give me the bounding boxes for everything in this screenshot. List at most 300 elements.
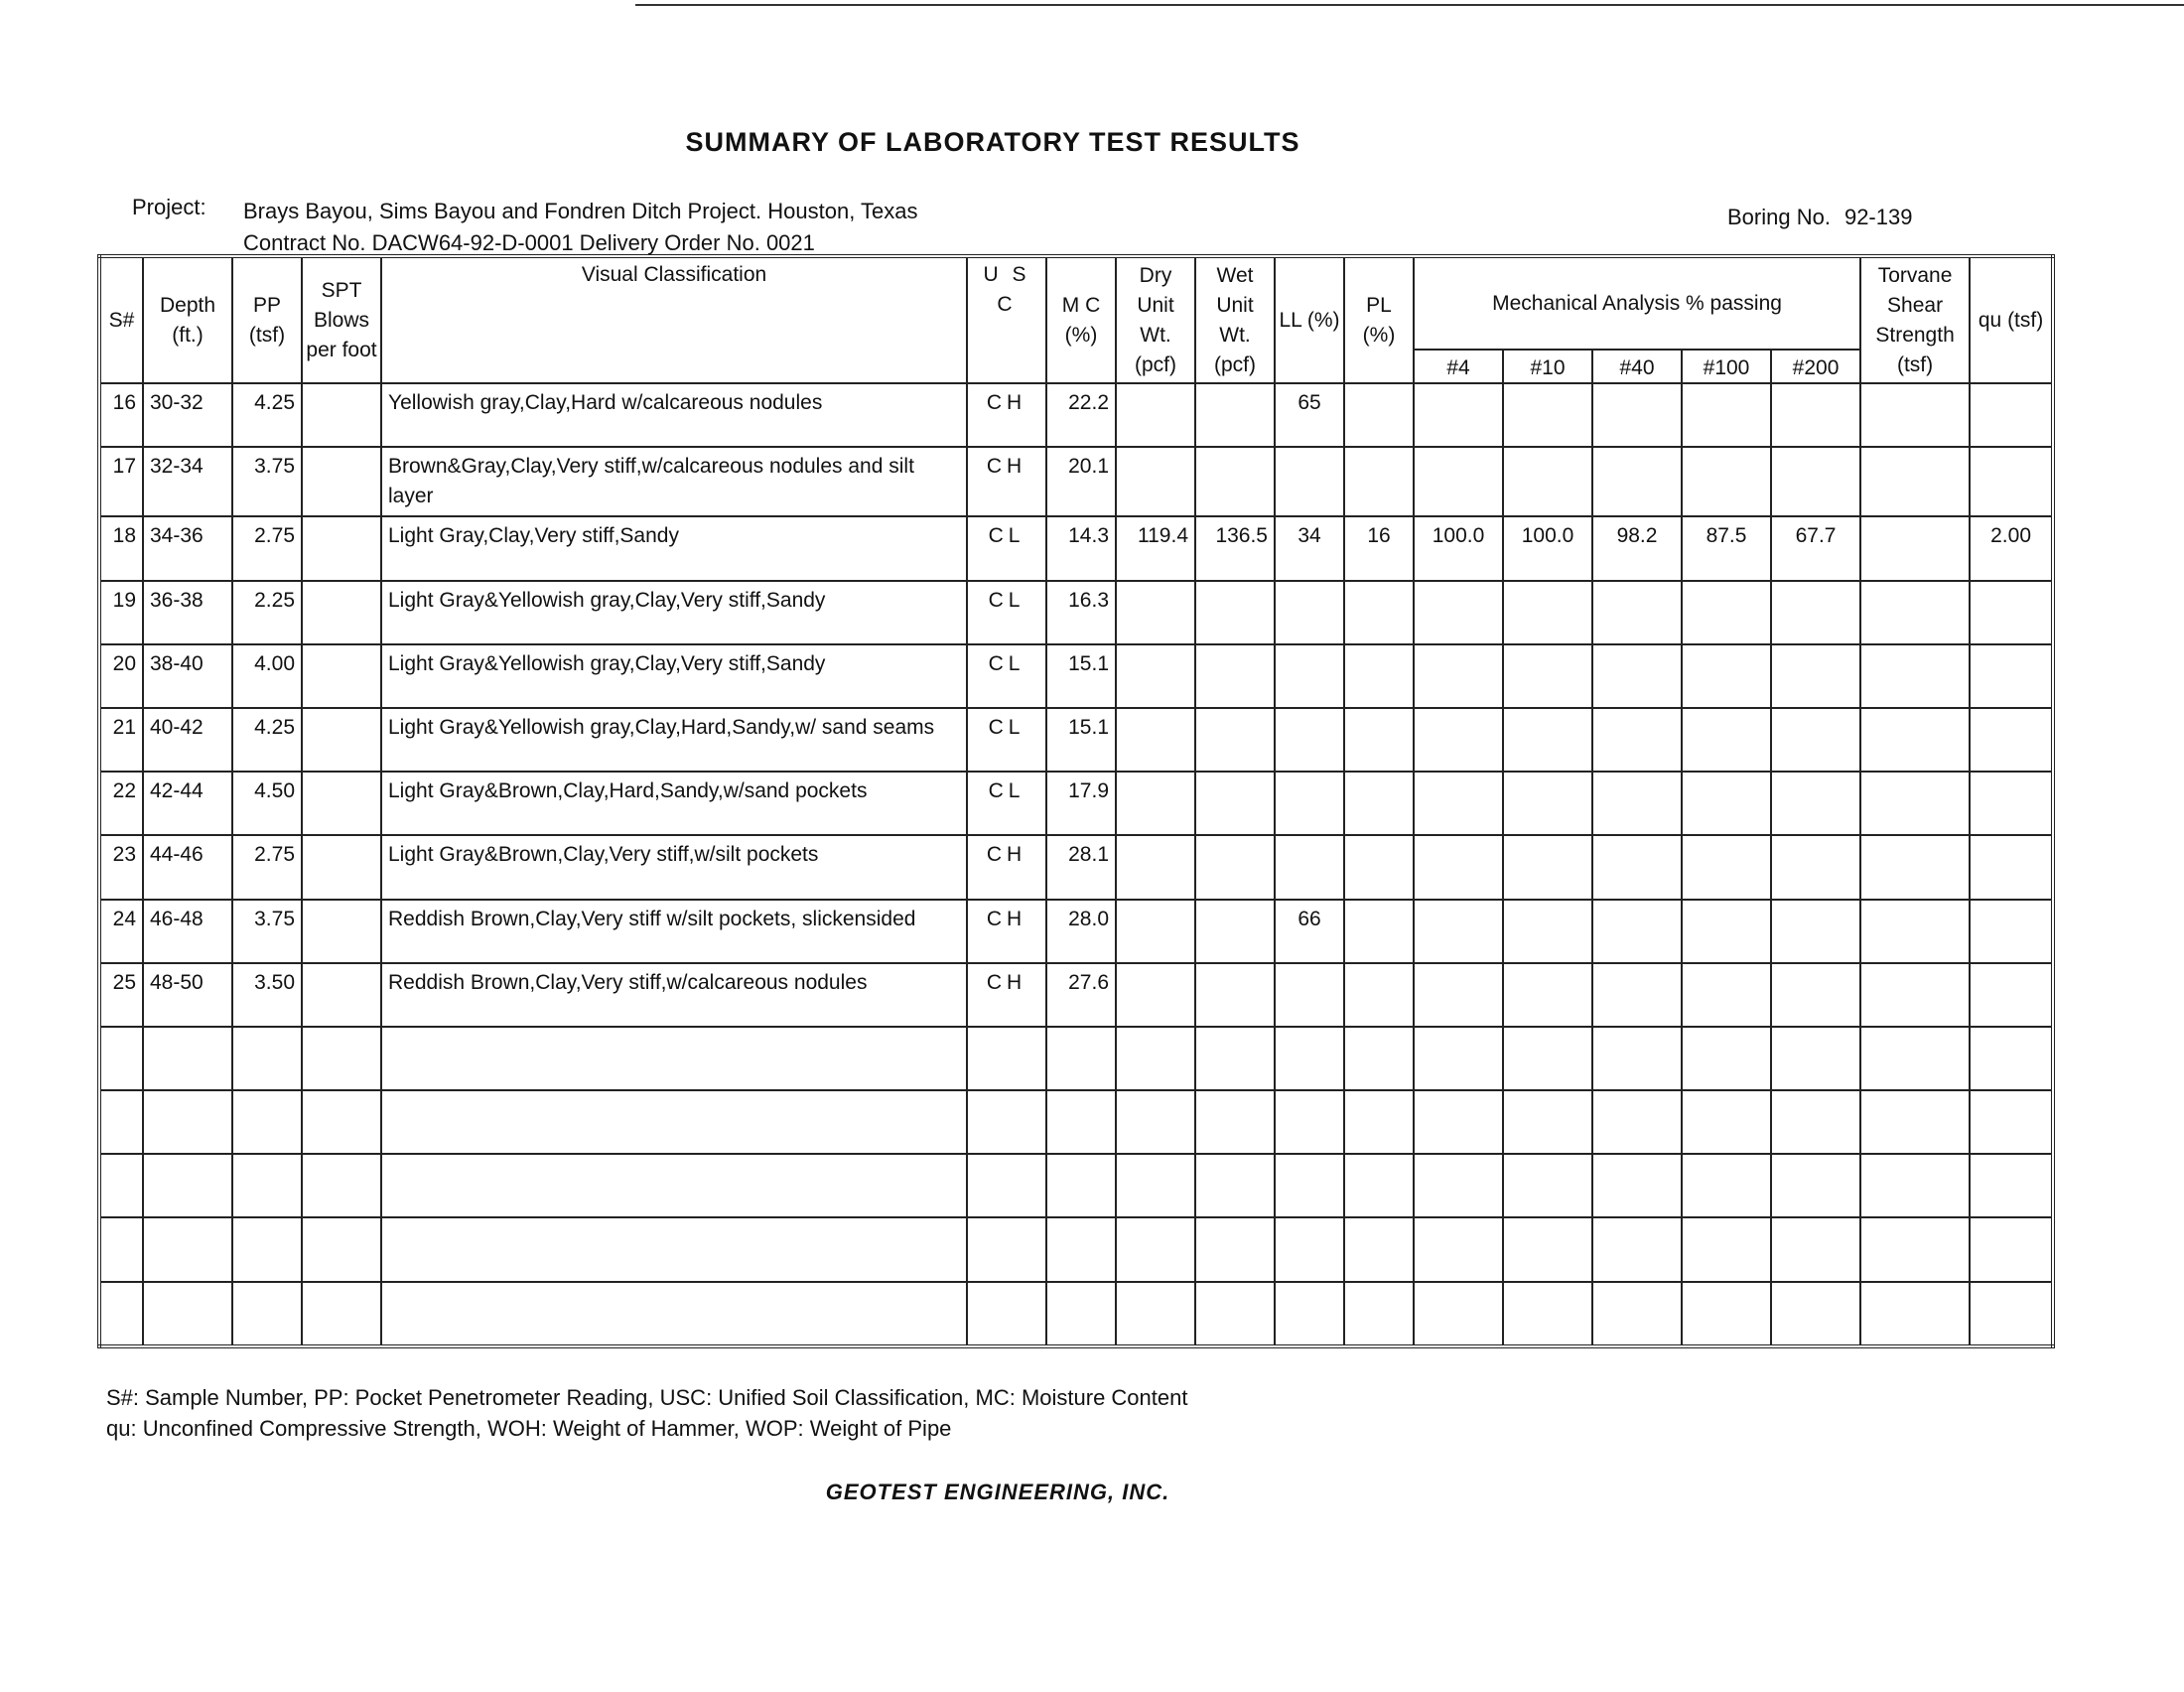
spt-cell: [302, 708, 381, 772]
sieve-200-cell: [1771, 772, 1860, 835]
sieve-200-cell: [1771, 1027, 1860, 1090]
sieve-10-cell: [1503, 1027, 1592, 1090]
pp-cell: 4.50: [232, 772, 302, 835]
table-row: [99, 1154, 2053, 1217]
sieve-4-cell: 100.0: [1414, 516, 1503, 580]
torvane-cell: [1860, 1282, 1970, 1346]
wet-unit-weight-cell: [1195, 581, 1275, 644]
qu-cell: [1970, 835, 2053, 899]
usc-cell: CL: [967, 644, 1046, 708]
spt-cell: [302, 1154, 381, 1217]
header-sieve-200: #200: [1771, 350, 1860, 383]
header-pp: PP (tsf): [232, 256, 302, 383]
liquid-limit-cell: 34: [1275, 516, 1344, 580]
torvane-cell: [1860, 383, 1970, 447]
wet-unit-weight-cell: [1195, 447, 1275, 516]
header-torvane: Torvane Shear Strength (tsf): [1860, 256, 1970, 383]
pp-cell: [232, 1027, 302, 1090]
wet-unit-weight-cell: [1195, 644, 1275, 708]
pp-cell: 4.00: [232, 644, 302, 708]
pp-cell: 3.50: [232, 963, 302, 1027]
table-row: [99, 772, 2053, 835]
pp-cell: 4.25: [232, 383, 302, 447]
sample-number-cell: 23: [99, 835, 143, 899]
dry-unit-weight-cell: [1116, 772, 1195, 835]
lab-results-table: [97, 254, 2055, 1348]
table-row: [99, 447, 2053, 516]
sieve-200-cell: 67.7: [1771, 516, 1860, 580]
sieve-40-cell: 98.2: [1592, 516, 1682, 580]
sieve-200-cell: [1771, 581, 1860, 644]
dry-unit-weight-cell: [1116, 447, 1195, 516]
moisture-content-cell: [1046, 1282, 1116, 1346]
sieve-100-cell: [1682, 383, 1771, 447]
sieve-100-cell: [1682, 581, 1771, 644]
sieve-200-cell: [1771, 1090, 1860, 1154]
sieve-200-cell: [1771, 1282, 1860, 1346]
table-row: [99, 835, 2053, 899]
spt-cell: [302, 644, 381, 708]
table-row: [99, 1217, 2053, 1281]
plastic-limit-cell: [1344, 644, 1414, 708]
plastic-limit-cell: [1344, 963, 1414, 1027]
sample-number-cell: [99, 1027, 143, 1090]
liquid-limit-cell: [1275, 1282, 1344, 1346]
dry-unit-weight-cell: [1116, 1282, 1195, 1346]
document-title: SUMMARY OF LABORATORY TEST RESULTS: [685, 127, 1300, 157]
dry-unit-weight-cell: [1116, 644, 1195, 708]
sieve-40-cell: [1592, 963, 1682, 1027]
sieve-40-cell: [1592, 772, 1682, 835]
spt-cell: [302, 1027, 381, 1090]
sieve-100-cell: [1682, 900, 1771, 963]
depth-cell: 42-44: [143, 772, 232, 835]
pp-cell: 2.75: [232, 516, 302, 580]
moisture-content-cell: 17.9: [1046, 772, 1116, 835]
sieve-40-cell: [1592, 1217, 1682, 1281]
qu-cell: [1970, 1217, 2053, 1281]
sieve-10-cell: [1503, 383, 1592, 447]
moisture-content-cell: [1046, 1217, 1116, 1281]
sieve-100-cell: [1682, 447, 1771, 516]
plastic-limit-cell: [1344, 900, 1414, 963]
header-sieve-10: #10: [1503, 350, 1592, 383]
torvane-cell: [1860, 772, 1970, 835]
pp-cell: 2.75: [232, 835, 302, 899]
sieve-100-cell: [1682, 772, 1771, 835]
sample-number-cell: [99, 1154, 143, 1217]
moisture-content-cell: [1046, 1090, 1116, 1154]
depth-cell: [143, 1027, 232, 1090]
plastic-limit-cell: 16: [1344, 516, 1414, 580]
spt-cell: [302, 383, 381, 447]
usc-cell: CH: [967, 383, 1046, 447]
sieve-10-cell: [1503, 963, 1592, 1027]
table-row: [99, 1282, 2053, 1346]
liquid-limit-cell: [1275, 772, 1344, 835]
sieve-200-cell: [1771, 708, 1860, 772]
wet-unit-weight-cell: [1195, 963, 1275, 1027]
visual-classification-cell: Light Gray&Brown,Clay,Very stiff,w/silt pockets: [381, 835, 967, 899]
moisture-content-cell: 16.3: [1046, 581, 1116, 644]
sieve-40-cell: [1592, 1282, 1682, 1346]
torvane-cell: [1860, 835, 1970, 899]
header-mechanical-analysis: Mechanical Analysis % passing: [1414, 256, 1860, 350]
plastic-limit-cell: [1344, 1090, 1414, 1154]
visual-classification-cell: Light Gray&Yellowish gray,Clay,Very stiff,Sandy: [381, 644, 967, 708]
spt-cell: [302, 963, 381, 1027]
sieve-10-cell: [1503, 708, 1592, 772]
dry-unit-weight-cell: [1116, 383, 1195, 447]
qu-cell: [1970, 644, 2053, 708]
depth-cell: 40-42: [143, 708, 232, 772]
wet-unit-weight-cell: [1195, 383, 1275, 447]
sieve-40-cell: [1592, 383, 1682, 447]
qu-cell: [1970, 772, 2053, 835]
wet-unit-weight-cell: [1195, 772, 1275, 835]
sieve-40-cell: [1592, 644, 1682, 708]
liquid-limit-cell: [1275, 963, 1344, 1027]
header-sieve-40: #40: [1592, 350, 1682, 383]
sieve-100-cell: [1682, 963, 1771, 1027]
pp-cell: [232, 1217, 302, 1281]
project-name: Brays Bayou, Sims Bayou and Fondren Ditch Project. Houston, Texas: [243, 199, 918, 223]
liquid-limit-cell: [1275, 447, 1344, 516]
qu-cell: [1970, 1027, 2053, 1090]
sieve-100-cell: [1682, 835, 1771, 899]
depth-cell: [143, 1282, 232, 1346]
header-qu: qu (tsf): [1970, 256, 2053, 383]
sample-number-cell: 20: [99, 644, 143, 708]
dry-unit-weight-cell: [1116, 900, 1195, 963]
liquid-limit-cell: 65: [1275, 383, 1344, 447]
wet-unit-weight-cell: [1195, 1154, 1275, 1217]
contract-number: Contract No. DACW64-92-D-0001 Delivery Order No. 0021: [243, 230, 815, 255]
liquid-limit-cell: [1275, 644, 1344, 708]
spt-cell: [302, 835, 381, 899]
usc-cell: CH: [967, 900, 1046, 963]
moisture-content-cell: 28.1: [1046, 835, 1116, 899]
table-row: [99, 1027, 2053, 1090]
plastic-limit-cell: [1344, 708, 1414, 772]
header-spt: SPT Blows per foot: [302, 256, 381, 383]
footnote-abbreviations-2: qu: Unconfined Compressive Strength, WOH: Weight of Hammer, WOP: Weight of Pipe: [106, 1416, 952, 1441]
sieve-100-cell: [1682, 644, 1771, 708]
qu-cell: [1970, 447, 2053, 516]
depth-cell: 34-36: [143, 516, 232, 580]
sample-number-cell: 17: [99, 447, 143, 516]
plastic-limit-cell: [1344, 1217, 1414, 1281]
dry-unit-weight-cell: [1116, 1090, 1195, 1154]
sieve-200-cell: [1771, 963, 1860, 1027]
sample-number-cell: 24: [99, 900, 143, 963]
dry-unit-weight-cell: [1116, 1217, 1195, 1281]
usc-cell: [967, 1027, 1046, 1090]
spt-cell: [302, 1217, 381, 1281]
sieve-200-cell: [1771, 447, 1860, 516]
sample-number-cell: 22: [99, 772, 143, 835]
sieve-4-cell: [1414, 581, 1503, 644]
sieve-100-cell: [1682, 1282, 1771, 1346]
liquid-limit-cell: [1275, 708, 1344, 772]
liquid-limit-cell: 66: [1275, 900, 1344, 963]
liquid-limit-cell: [1275, 581, 1344, 644]
table-row: [99, 708, 2053, 772]
torvane-cell: [1860, 963, 1970, 1027]
sieve-40-cell: [1592, 900, 1682, 963]
sieve-10-cell: 100.0: [1503, 516, 1592, 580]
depth-cell: 46-48: [143, 900, 232, 963]
qu-cell: [1970, 963, 2053, 1027]
header-usc: U S C: [967, 256, 1046, 383]
sieve-200-cell: [1771, 835, 1860, 899]
plastic-limit-cell: [1344, 581, 1414, 644]
depth-cell: 30-32: [143, 383, 232, 447]
pp-cell: [232, 1282, 302, 1346]
pp-cell: 3.75: [232, 900, 302, 963]
moisture-content-cell: [1046, 1154, 1116, 1217]
pp-cell: [232, 1154, 302, 1217]
sieve-10-cell: [1503, 644, 1592, 708]
sieve-4-cell: [1414, 963, 1503, 1027]
wet-unit-weight-cell: [1195, 1027, 1275, 1090]
sample-number-cell: 18: [99, 516, 143, 580]
sieve-10-cell: [1503, 835, 1592, 899]
qu-cell: [1970, 581, 2053, 644]
sample-number-cell: 16: [99, 383, 143, 447]
depth-cell: 38-40: [143, 644, 232, 708]
qu-cell: [1970, 900, 2053, 963]
torvane-cell: [1860, 516, 1970, 580]
moisture-content-cell: 22.2: [1046, 383, 1116, 447]
header-liquid-limit: LL (%): [1275, 256, 1344, 383]
usc-cell: [967, 1154, 1046, 1217]
torvane-cell: [1860, 900, 1970, 963]
visual-classification-cell: Light Gray&Yellowish gray,Clay,Very stiff,Sandy: [381, 581, 967, 644]
qu-cell: [1970, 708, 2053, 772]
moisture-content-cell: 15.1: [1046, 644, 1116, 708]
sieve-10-cell: [1503, 581, 1592, 644]
sieve-10-cell: [1503, 1090, 1592, 1154]
wet-unit-weight-cell: [1195, 900, 1275, 963]
pp-cell: 2.25: [232, 581, 302, 644]
table-row: [99, 963, 2053, 1027]
depth-cell: 36-38: [143, 581, 232, 644]
visual-classification-cell: [381, 1217, 967, 1281]
wet-unit-weight-cell: [1195, 835, 1275, 899]
usc-cell: CL: [967, 581, 1046, 644]
qu-cell: 2.00: [1970, 516, 2053, 580]
moisture-content-cell: 14.3: [1046, 516, 1116, 580]
plastic-limit-cell: [1344, 1154, 1414, 1217]
sieve-4-cell: [1414, 1217, 1503, 1281]
sample-number-cell: [99, 1282, 143, 1346]
sieve-4-cell: [1414, 1027, 1503, 1090]
torvane-cell: [1860, 1027, 1970, 1090]
sieve-4-cell: [1414, 383, 1503, 447]
company-name: GEOTEST ENGINEERING, INC.: [825, 1480, 1170, 1504]
sieve-200-cell: [1771, 383, 1860, 447]
sieve-40-cell: [1592, 581, 1682, 644]
usc-cell: [967, 1090, 1046, 1154]
sieve-40-cell: [1592, 447, 1682, 516]
visual-classification-cell: [381, 1154, 967, 1217]
depth-cell: 32-34: [143, 447, 232, 516]
sieve-200-cell: [1771, 900, 1860, 963]
visual-classification-cell: [381, 1090, 967, 1154]
sample-number-cell: 19: [99, 581, 143, 644]
plastic-limit-cell: [1344, 1027, 1414, 1090]
sieve-4-cell: [1414, 1282, 1503, 1346]
table-row: [99, 383, 2053, 447]
spt-cell: [302, 447, 381, 516]
visual-classification-cell: Brown&Gray,Clay,Very stiff,w/calcareous nodules and silt layer: [381, 447, 967, 516]
table-row: [99, 581, 2053, 644]
spt-cell: [302, 1090, 381, 1154]
depth-cell: [143, 1090, 232, 1154]
usc-cell: [967, 1217, 1046, 1281]
header-sieve-4: #4: [1414, 350, 1503, 383]
sieve-10-cell: [1503, 1282, 1592, 1346]
sieve-10-cell: [1503, 447, 1592, 516]
sieve-40-cell: [1592, 835, 1682, 899]
sieve-4-cell: [1414, 772, 1503, 835]
sample-number-cell: 21: [99, 708, 143, 772]
sieve-100-cell: [1682, 1090, 1771, 1154]
header-visual-classification: Visual Classification: [381, 256, 967, 383]
torvane-cell: [1860, 1217, 1970, 1281]
sieve-40-cell: [1592, 1090, 1682, 1154]
table-row: [99, 644, 2053, 708]
sieve-200-cell: [1771, 1217, 1860, 1281]
liquid-limit-cell: [1275, 1090, 1344, 1154]
sieve-40-cell: [1592, 1154, 1682, 1217]
usc-cell: CH: [967, 963, 1046, 1027]
header-moisture-content: M C (%): [1046, 256, 1116, 383]
sieve-4-cell: [1414, 644, 1503, 708]
depth-cell: [143, 1154, 232, 1217]
visual-classification-cell: Reddish Brown,Clay,Very stiff,w/calcareous nodules: [381, 963, 967, 1027]
sieve-4-cell: [1414, 447, 1503, 516]
qu-cell: [1970, 1154, 2053, 1217]
torvane-cell: [1860, 708, 1970, 772]
liquid-limit-cell: [1275, 835, 1344, 899]
sieve-4-cell: [1414, 835, 1503, 899]
sieve-40-cell: [1592, 708, 1682, 772]
sieve-100-cell: [1682, 708, 1771, 772]
boring-info: [1727, 202, 1912, 233]
spt-cell: [302, 1282, 381, 1346]
sieve-10-cell: [1503, 900, 1592, 963]
plastic-limit-cell: [1344, 772, 1414, 835]
sieve-200-cell: [1771, 1154, 1860, 1217]
depth-cell: 44-46: [143, 835, 232, 899]
wet-unit-weight-cell: [1195, 1282, 1275, 1346]
table-row: [99, 900, 2053, 963]
torvane-cell: [1860, 1090, 1970, 1154]
table-row: [99, 516, 2053, 580]
scan-top-line: [635, 4, 2184, 6]
sieve-10-cell: [1503, 1154, 1592, 1217]
dry-unit-weight-cell: [1116, 1154, 1195, 1217]
qu-cell: [1970, 1282, 2053, 1346]
moisture-content-cell: 15.1: [1046, 708, 1116, 772]
visual-classification-cell: Light Gray&Brown,Clay,Hard,Sandy,w/sand pockets: [381, 772, 967, 835]
header-wet-unit-weight: Wet Unit Wt. (pcf): [1195, 256, 1275, 383]
header-sieve-100: #100: [1682, 350, 1771, 383]
sieve-100-cell: [1682, 1154, 1771, 1217]
table-row: [99, 1090, 2053, 1154]
footnote-abbreviations-1: S#: Sample Number, PP: Pocket Penetrometer Reading, USC: Unified Soil Classification, MC: Moisture Content: [106, 1385, 1188, 1410]
sieve-4-cell: [1414, 708, 1503, 772]
visual-classification-cell: Reddish Brown,Clay,Very stiff w/silt pockets, slickensided: [381, 900, 967, 963]
header-sample-number: S#: [99, 256, 143, 383]
sample-number-cell: [99, 1217, 143, 1281]
liquid-limit-cell: [1275, 1217, 1344, 1281]
dry-unit-weight-cell: [1116, 708, 1195, 772]
spt-cell: [302, 581, 381, 644]
plastic-limit-cell: [1344, 383, 1414, 447]
boring-label: Boring No.: [1727, 205, 1831, 229]
torvane-cell: [1860, 447, 1970, 516]
sieve-200-cell: [1771, 644, 1860, 708]
sieve-4-cell: [1414, 1154, 1503, 1217]
sample-number-cell: 25: [99, 963, 143, 1027]
torvane-cell: [1860, 581, 1970, 644]
sieve-10-cell: [1503, 1217, 1592, 1281]
sample-number-cell: [99, 1090, 143, 1154]
depth-cell: [143, 1217, 232, 1281]
dry-unit-weight-cell: 119.4: [1116, 516, 1195, 580]
plastic-limit-cell: [1344, 1282, 1414, 1346]
visual-classification-cell: Light Gray&Yellowish gray,Clay,Hard,Sandy,w/ sand seams: [381, 708, 967, 772]
usc-cell: CL: [967, 772, 1046, 835]
dry-unit-weight-cell: [1116, 963, 1195, 1027]
liquid-limit-cell: [1275, 1154, 1344, 1217]
project-label: Project:: [132, 195, 206, 219]
qu-cell: [1970, 1090, 2053, 1154]
wet-unit-weight-cell: [1195, 708, 1275, 772]
header-dry-unit-weight: Dry Unit Wt. (pcf): [1116, 256, 1195, 383]
torvane-cell: [1860, 644, 1970, 708]
moisture-content-cell: 20.1: [1046, 447, 1116, 516]
sieve-10-cell: [1503, 772, 1592, 835]
header-depth: Depth (ft.): [143, 256, 232, 383]
moisture-content-cell: [1046, 1027, 1116, 1090]
liquid-limit-cell: [1275, 1027, 1344, 1090]
pp-cell: 4.25: [232, 708, 302, 772]
spt-cell: [302, 772, 381, 835]
qu-cell: [1970, 383, 2053, 447]
dry-unit-weight-cell: [1116, 835, 1195, 899]
visual-classification-cell: Light Gray,Clay,Very stiff,Sandy: [381, 516, 967, 580]
depth-cell: 48-50: [143, 963, 232, 1027]
wet-unit-weight-cell: [1195, 1217, 1275, 1281]
usc-cell: CH: [967, 835, 1046, 899]
sieve-100-cell: [1682, 1217, 1771, 1281]
sieve-4-cell: [1414, 1090, 1503, 1154]
sieve-100-cell: 87.5: [1682, 516, 1771, 580]
moisture-content-cell: 28.0: [1046, 900, 1116, 963]
wet-unit-weight-cell: 136.5: [1195, 516, 1275, 580]
sieve-100-cell: [1682, 1027, 1771, 1090]
visual-classification-cell: Yellowish gray,Clay,Hard w/calcareous nodules: [381, 383, 967, 447]
header-plastic-limit: PL (%): [1344, 256, 1414, 383]
usc-cell: CL: [967, 708, 1046, 772]
usc-cell: CH: [967, 447, 1046, 516]
moisture-content-cell: 27.6: [1046, 963, 1116, 1027]
usc-cell: CL: [967, 516, 1046, 580]
